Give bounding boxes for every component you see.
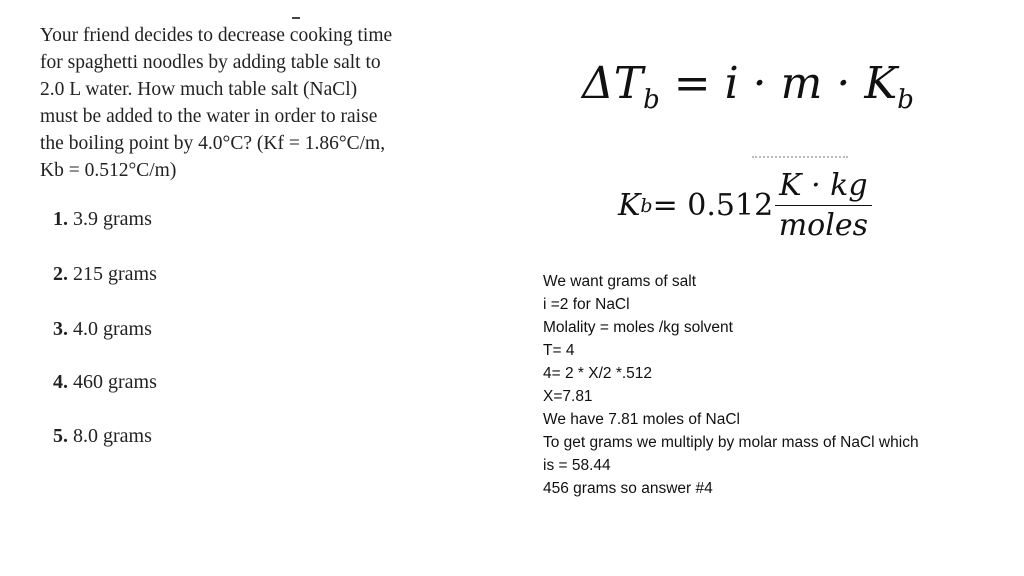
answer-choice [53,208,152,231]
notes-line: We have 7.81 moles of NaCl [543,411,741,428]
notes-line: Molality = moles /kg solvent [543,319,733,336]
stray-mark [292,17,300,19]
question-line: must be added to the water in order to raise [40,106,378,127]
faint-artifact [752,156,848,160]
choice-number: 4. [53,371,68,393]
formula-rhs-sub: b [897,84,914,115]
notes-line: 456 grams so answer #4 [543,480,713,497]
kb-constant-formula [618,168,872,243]
notes-line: i =2 for NaCl [543,296,630,313]
question-line: Kb = 0.512°C/m) [40,160,177,181]
answer-choice [53,371,157,394]
kb-symbol: K [618,188,641,223]
kb-units-fraction [775,168,871,243]
question-line: for spaghetti noodles by adding table salt to [40,52,381,73]
choice-number: 1. [53,208,68,230]
notes-line: We want grams of salt [543,273,697,290]
notes-line: X=7.81 [543,388,593,405]
question-text [40,22,500,184]
notes-line: is = 58.44 [543,457,611,474]
choice-text: 4.0 grams [73,318,152,340]
formula-lhs: ΔT [582,58,644,109]
notes-line: To get grams we multiply by molar mass of NaCl which [543,434,919,451]
fraction-denominator: moles [778,208,868,243]
answer-choice [53,425,152,448]
choice-text: 460 grams [73,371,157,393]
formula-lhs-sub: b [643,84,660,115]
formula-rhs: = i · m · K [659,58,898,109]
solution-notes [543,270,993,500]
notes-line: T= 4 [543,342,575,359]
kb-sub: b [640,194,653,217]
choice-number: 5. [53,425,68,447]
question-line: the boiling point by 4.0°C? (Kf = 1.86°C/m, [40,133,386,154]
question-line: 2.0 L water. How much table salt (NaCl) [40,79,358,100]
choice-number: 3. [53,318,68,340]
choice-number: 2. [53,263,68,285]
notes-line: 4= 2 * X/2 *.512 [543,365,653,382]
kb-value: = 0.512 [652,188,774,223]
choice-text: 3.9 grams [73,208,152,230]
answer-choice [53,263,157,286]
fraction-numerator: K · kg [775,168,871,206]
choice-text: 215 grams [73,263,157,285]
choice-text: 8.0 grams [73,425,152,447]
boiling-point-formula [582,58,914,115]
answer-choice [53,318,152,341]
question-line: Your friend decides to decrease cooking time [40,25,393,46]
